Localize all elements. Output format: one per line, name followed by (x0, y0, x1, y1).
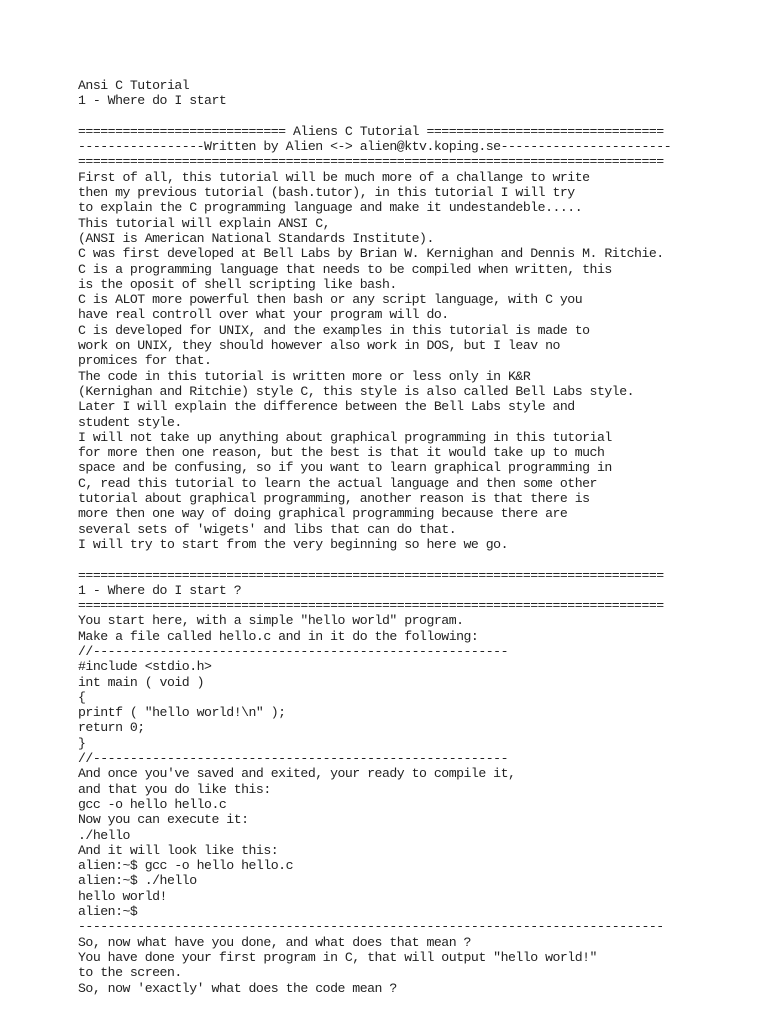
header-rule-author: -----------------Written by Alien <-> alien@ktv.koping.se----------------------- (78, 139, 672, 155)
header-rule-title: ============================ Aliens C Tutorial ================================ (78, 123, 664, 139)
intro-line: is the oposit of shell scripting like bash. (78, 276, 397, 292)
intro-line: for more then one reason, but the best is that it would take up to much (78, 445, 605, 461)
code-line: { (78, 689, 86, 705)
section-rule-bottom: =============================================================================== (78, 598, 664, 614)
intro-line: to explain the C programming language and make it undestandeble..... (78, 200, 583, 216)
code-line: } (78, 735, 86, 751)
section-intro-line: Make a file called hello.c and in it do the following: (78, 628, 479, 644)
code-line: int main ( void ) (78, 674, 205, 690)
section-title: 1 - Where do I start ? (78, 582, 242, 598)
compile-line: ./hello (78, 827, 130, 843)
closing-line: You have done your first program in C, that will output "hello world!" (78, 949, 597, 965)
compile-line: alien:~$ gcc -o hello hello.c (78, 858, 293, 874)
intro-line: C is developed for UNIX, and the examples in this tutorial is made to (78, 322, 590, 338)
code-line: printf ( "hello world!\n" ); (78, 705, 286, 721)
intro-line: Later I will explain the difference between the Bell Labs style and (78, 399, 575, 415)
intro-line: have real controll over what your program will do. (78, 307, 449, 323)
section-intro-line: You start here, with a simple "hello world" program. (78, 613, 464, 629)
intro-line: C, read this tutorial to learn the actual language and then some other (78, 475, 597, 491)
intro-line: C is a programming language that needs to be compiled when written, this (78, 261, 612, 277)
compile-line: And once you've saved and exited, your ready to compile it, (78, 766, 516, 782)
intro-paragraphs (78, 170, 758, 552)
intro-line: work on UNIX, they should however also work in DOS, but I leav no (78, 338, 560, 354)
compile-line: gcc -o hello hello.c (78, 796, 227, 812)
closing-line: So, now 'exactly' what does the code mean ? (78, 980, 397, 996)
intro-line: I will try to start from the very beginning so here we go. (78, 536, 508, 552)
compile-instructions (78, 766, 758, 919)
intro-line: The code in this tutorial is written more or less only in K&R (78, 368, 531, 384)
intro-line: more then one way of doing graphical programming because there are (78, 506, 568, 522)
code-line: return 0; (78, 720, 145, 736)
intro-line: several sets of 'wigets' and libs that can do that. (78, 521, 457, 537)
intro-line: space and be confusing, so if you want to learn graphical programming in (78, 460, 612, 476)
intro-line: C is ALOT more powerful then bash or any script language, with C you (78, 292, 583, 308)
tutorial-text-body (78, 78, 758, 996)
intro-line: (ANSI is American National Standards Institute). (78, 230, 434, 246)
closing-line: to the screen. (78, 965, 182, 981)
section-rule-top: =============================================================================== (78, 567, 664, 583)
code-line: #include <stdio.h> (78, 659, 212, 675)
code-rule-bottom: //-------------------------------------------------------- (78, 751, 508, 767)
spacer (78, 109, 758, 124)
intro-line: (Kernighan and Ritchie) style C, this style is also called Bell Labs style. (78, 383, 635, 399)
intro-line: I will not take up anything about graphical programming in this tutorial (78, 429, 612, 445)
compile-line: alien:~$ ./hello (78, 873, 197, 889)
intro-line: promices for that. (78, 353, 212, 369)
compile-line: and that you do like this: (78, 781, 271, 797)
code-listing (78, 659, 758, 751)
spacer (78, 552, 758, 567)
compile-line: hello world! (78, 888, 167, 904)
intro-line: tutorial about graphical programming, another reason is that there is (78, 491, 590, 507)
intro-line: C was first developed at Bell Labs by Brian W. Kernighan and Dennis M. Ritchie. (78, 246, 664, 262)
document-subtitle: 1 - Where do I start (78, 93, 227, 109)
intro-line: student style. (78, 414, 182, 430)
closing-line: So, now what have you done, and what does that mean ? (78, 934, 471, 950)
compile-line: And it will look like this: (78, 842, 279, 858)
dash-rule: ------------------------------------------------------------------------------- (78, 919, 664, 935)
compile-line: alien:~$ (78, 904, 138, 920)
section-intro (78, 613, 758, 644)
intro-line: then my previous tutorial (bash.tutor), in this tutorial I will try (78, 185, 575, 201)
header-rule-bottom: =============================================================================== (78, 154, 664, 170)
intro-line: This tutorial will explain ANSI C, (78, 215, 331, 231)
intro-line: First of all, this tutorial will be much more of a challange to write (78, 169, 590, 185)
closing-paragraph (78, 935, 758, 996)
compile-line: Now you can execute it: (78, 812, 249, 828)
document-title: Ansi C Tutorial (78, 78, 190, 93)
code-rule-top: //-------------------------------------------------------- (78, 643, 508, 659)
